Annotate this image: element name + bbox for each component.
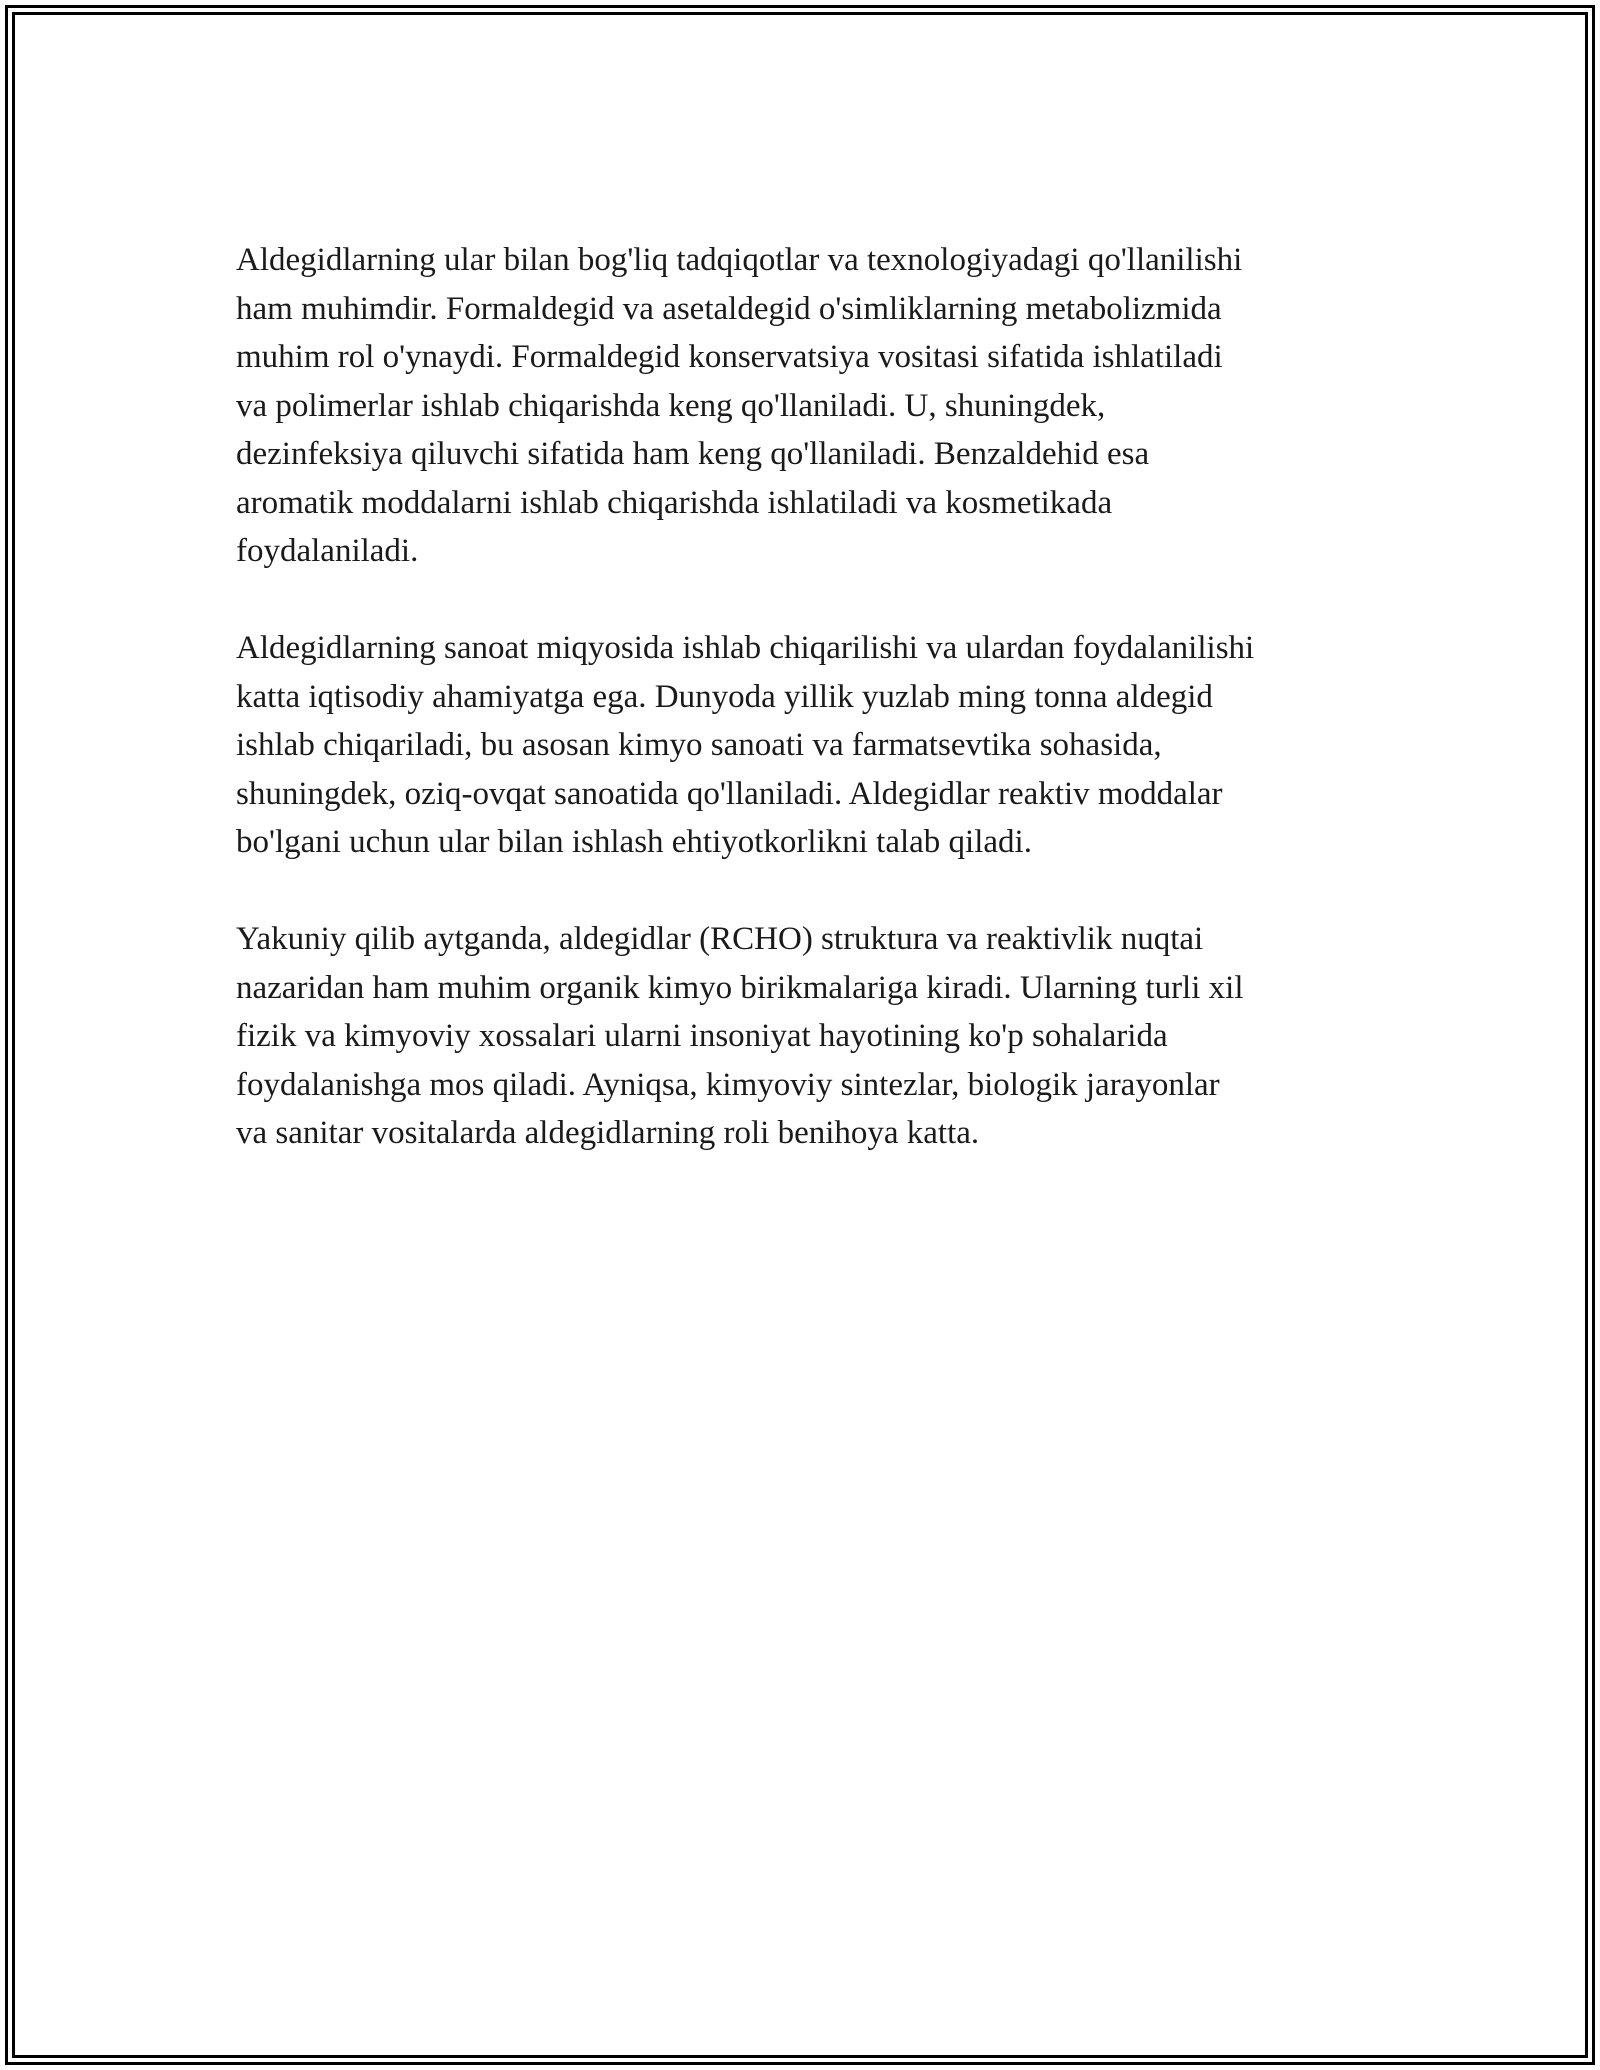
paragraph-industrial-production: Aldegidlarning sanoat miqyosida ishlab chiqarilishi va ulardan foydalanilishi katta iqtisodiy ahamiyatga ega. Dunyoda yillik yuzlab ming tonna aldegid ishlab chiqariladi, bu asosan kimyo sanoati va farmatsevtika sohasida, shuningdek, oziq-ovqat sanoatida qo'llaniladi. Aldegidlar reaktiv moddalar bo'lgani uchun ular bilan ishlash ehtiyotkorlikni talab qiladi. <box>236 630 1255 860</box>
paragraph-aldehyde-research-applications: Aldegidlarning ular bilan bog'liq tadqiqotlar va texnologiyadagi qo'llanilishi ham muhimdir. Formaldegid va asetaldegid o'simliklarning metabolizmida muhim rol o'ynaydi. Formaldegid konservatsiya vositasi sifatida ishlatiladi va polimerlar ishlab chiqarishda keng qo'llaniladi. U, shuningdek, dezinfeksiya qiluvchi sifatida ham keng qo'llaniladi. Benzaldehid esa aromatik moddalarni ishlab chiqarishda ishlatiladi va kosmetikada foydalaniladi. <box>236 242 1243 569</box>
paragraph-conclusion: Yakuniy qilib aytganda, aldegidlar (RCHO) struktura va reaktivlik nuqtai nazaridan ham muhim organik kimyo birikmalariga kiradi. Ularning turli xil fizik va kimyoviy xossalari ularni insoniyat hayotining ko'p sohalarida foydalanishga mos qiladi. Ayniqsa, kimyoviy sintezlar, biologik jarayonlar va sanitar vositalarda aldegidlarning roli benihoya katta. <box>236 921 1244 1151</box>
document-body <box>236 236 1386 1206</box>
